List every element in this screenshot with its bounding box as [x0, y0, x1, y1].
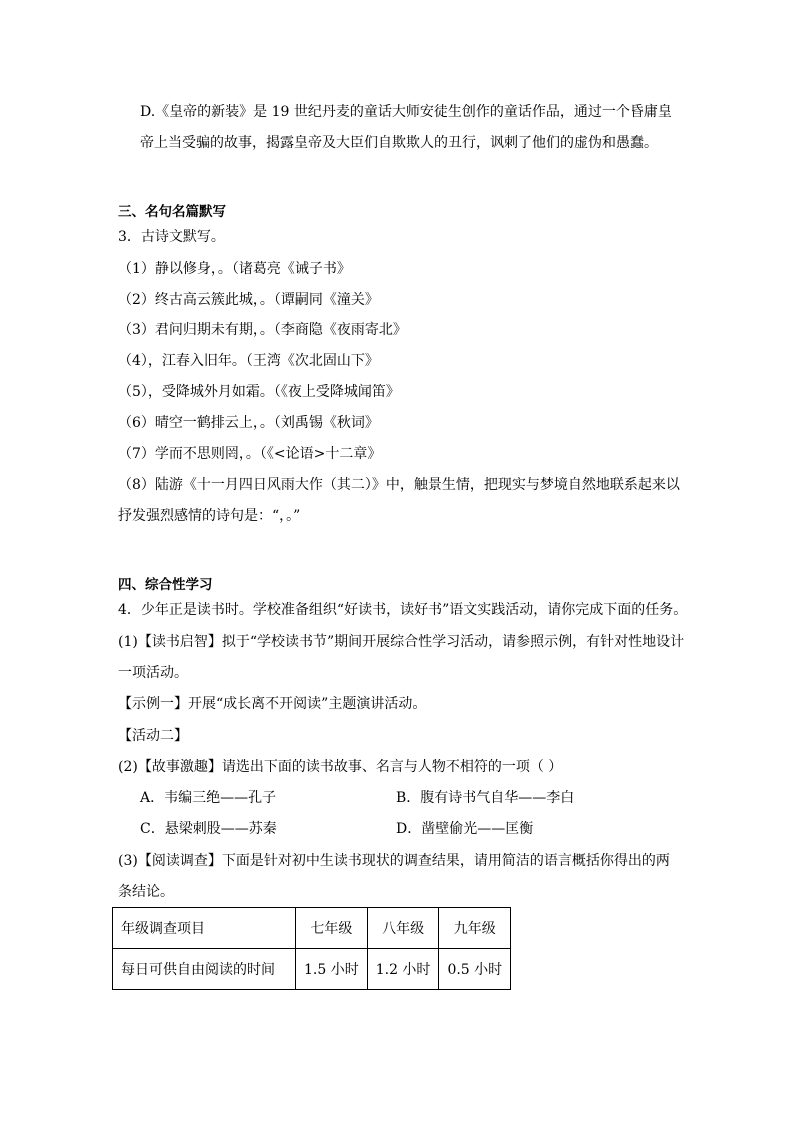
reading-survey-table: [112, 907, 511, 990]
activity-two: 【活动二】: [118, 728, 188, 744]
table-header-row: [113, 908, 511, 949]
q3-item-8: （8）陆游《十一月四日风雨大作（其二）》中，触景生情，把现实与梦境自然地联系起来以: [118, 477, 680, 493]
q4-1-line-2: 一项活动。: [118, 665, 188, 681]
option-c: C．悬梁刺股——苏秦: [140, 821, 277, 837]
question-4: 4．少年正是读书时。学校准备组织“好读书，读好书”语文实践活动，请你完成下面的任务。: [118, 602, 688, 618]
q3-item-3: （3）君问归期未有期，。（李商隐《夜雨寄北》: [118, 322, 407, 338]
example-one: 【示例一】开展“成长离不开阅读”主题演讲活动。: [118, 696, 427, 712]
q3-item-1: （1）静以修身，。（诸葛亮《诫子书》: [118, 261, 351, 277]
option-d-line-2: 帝上当受骗的故事，揭露皇帝及大臣们自欺欺人的丑行，讽刺了他们的虚伪和愚蠢。: [140, 135, 658, 151]
table-cell: 七年级: [296, 908, 368, 949]
section-4-heading: 四、综合性学习: [118, 577, 213, 593]
section-3-heading: 三、名句名篇默写: [118, 204, 226, 220]
table-cell: 八年级: [367, 908, 439, 949]
q3-item-6: （6）晴空一鹤排云上，。（刘禹锡《秋词》: [118, 415, 379, 431]
q3-item-7: （7）学而不思则罔，。（《<论语>十二章》: [118, 446, 382, 462]
q3-item-8-cont: 抒发强烈感情的诗句是：“，。”: [118, 508, 301, 524]
option-d: D．凿壁偷光——匡衡: [396, 821, 534, 837]
q4-2: (2)【故事激趣】请选出下面的读书故事、名言与人物不相符的一项（ ）: [118, 759, 563, 775]
option-b: B．腹有诗书气自华——李白: [396, 790, 575, 806]
q4-3-line-1: (3)【阅读调查】下面是针对初中生读书现状的调查结果，请用简洁的语言概括你得出的两: [118, 853, 670, 869]
table-cell: 九年级: [439, 908, 511, 949]
option-d-line-1: D.《皇帝的新装》是 19 世纪丹麦的童话大师安徒生创作的童话作品，通过一个昏庸皇: [140, 104, 672, 120]
table-cell: 每日可供自由阅读的时间: [113, 949, 296, 990]
q4-1-line-1: (1)【读书启智】拟于“学校读书节”期间开展综合性学习活动，请参照示例，有针对性地设计: [118, 634, 685, 650]
option-a: A．韦编三绝——孔子: [140, 790, 277, 806]
q3-item-4: （4），江春入旧年。（王湾《次北固山下》: [118, 353, 379, 369]
table-cell: 1.5 小时: [296, 949, 368, 990]
table-cell: 0.5 小时: [439, 949, 511, 990]
table-row: [113, 949, 511, 990]
question-3: 3．古诗文默写。: [118, 229, 225, 245]
q4-3-line-2: 条结论。: [118, 884, 174, 900]
table-cell: 年级调查项目: [113, 908, 296, 949]
q3-item-2: （2）终古高云簇此城，。（谭嗣同《潼关》: [118, 292, 379, 308]
q3-item-5: （5），受降城外月如霜。（《夜上受降城闻笛》: [118, 384, 400, 400]
table-cell: 1.2 小时: [367, 949, 439, 990]
